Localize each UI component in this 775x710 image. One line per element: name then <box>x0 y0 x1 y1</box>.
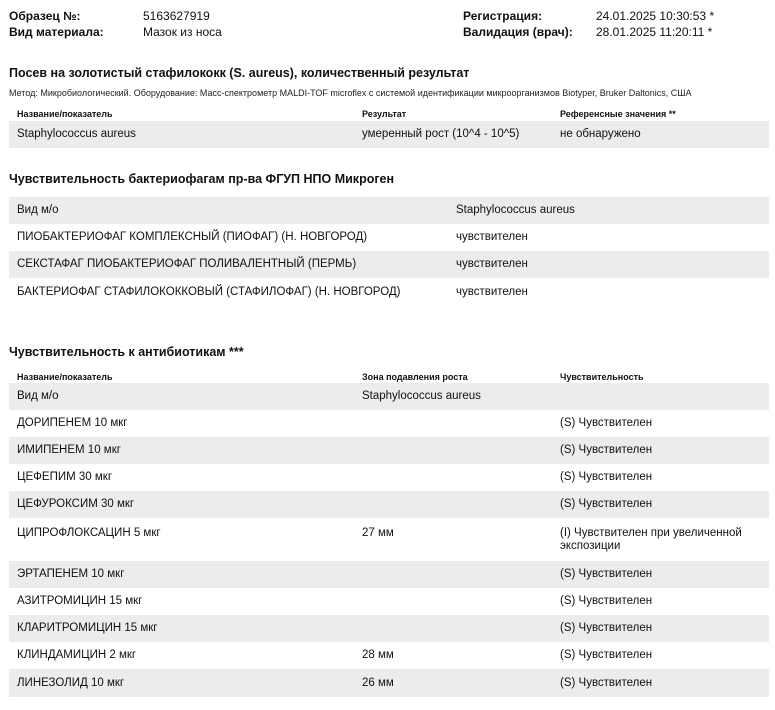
antibiotic-col-name: Название/показатель <box>17 372 113 382</box>
antibiotic-sensitivity: (S) Чувствителен <box>560 622 653 634</box>
culture-col-reference: Референсные значения ** <box>560 109 676 119</box>
phage-name: Вид м/о <box>17 204 59 216</box>
table-row <box>9 383 769 410</box>
phage-name: БАКТЕРИОФАГ СТАФИЛОКОККОВЫЙ (СТАФИЛОФАГ) (Н. НОВГОРОД) <box>17 286 401 298</box>
table-row <box>9 464 769 491</box>
antibiotic-sensitivity: (S) Чувствителен <box>560 471 653 483</box>
validation-label: Валидация (врач): <box>463 25 573 39</box>
antibiotic-name: ЭРТАПЕНЕМ 10 мкг <box>17 568 125 580</box>
antibiotic-name: ЛИНЕЗОЛИД 10 мкг <box>17 677 125 689</box>
culture-result-value: умеренный рост (10^4 - 10^5) <box>362 128 520 140</box>
phage-name: ПИОБАКТЕРИОФАГ КОМПЛЕКСНЫЙ (ПИОФАГ) (Н. НОВГОРОД) <box>17 231 368 243</box>
antibiotic-sensitivity: (S) Чувствителен <box>560 677 653 689</box>
table-row <box>9 588 769 615</box>
table-row <box>9 197 769 224</box>
antibiotic-zone: Staphylococcus aureus <box>362 390 481 402</box>
table-row <box>9 224 769 251</box>
antibiotic-name: ДОРИПЕНЕМ 10 мкг <box>17 417 128 429</box>
culture-col-result: Результат <box>362 109 407 119</box>
antibiotic-name: ЦИПРОФЛОКСАЦИН 5 мкг <box>17 527 161 539</box>
table-row <box>9 279 769 306</box>
antibiotic-name: АЗИТРОМИЦИН 15 мкг <box>17 595 143 607</box>
table-row <box>9 121 769 148</box>
phage-value: чувствителен <box>456 286 528 298</box>
phage-value: чувствителен <box>456 231 528 243</box>
registration-value: 24.01.2025 10:30:53 * <box>596 9 715 23</box>
table-row <box>9 251 769 278</box>
antibiotic-section-title: Чувствительность к антибиотикам *** <box>9 345 244 359</box>
table-row <box>9 491 769 518</box>
table-row <box>9 642 769 669</box>
table-row <box>9 437 769 464</box>
antibiotic-sensitivity: (S) Чувствителен <box>560 444 653 456</box>
phage-value: Staphylococcus aureus <box>456 204 575 216</box>
culture-section-title: Посев на золотистый стафилококк (S. aureus), количественный результат <box>9 66 470 80</box>
phage-value: чувствителен <box>456 258 528 270</box>
table-row <box>9 518 769 560</box>
antibiotic-name: КЛАРИТРОМИЦИН 15 мкг <box>17 622 158 634</box>
culture-reference-value: не обнаружено <box>560 128 641 140</box>
antibiotic-sensitivity-continuation: экспозиции <box>560 540 621 552</box>
phage-name: СЕКСТАФАГ ПИОБАКТЕРИОФАГ ПОЛИВАЛЕНТНЫЙ (ПЕРМЬ) <box>17 258 357 270</box>
table-row <box>9 561 769 588</box>
antibiotic-zone: 28 мм <box>362 649 394 661</box>
culture-method-text: Метод: Микробиологический. Оборудование: Масс-спектрометр MALDI-TOF microflex с системой идентификации микроорганизмов Biotyper, Bruker Daltonics, США <box>9 88 692 98</box>
culture-col-name: Название/показатель <box>17 109 113 119</box>
antibiotic-sensitivity: (S) Чувствителен <box>560 595 653 607</box>
table-row <box>9 410 769 437</box>
antibiotic-col-sensitivity: Чувствительность <box>560 372 644 382</box>
antibiotic-sensitivity: (S) Чувствителен <box>560 649 653 661</box>
antibiotic-sensitivity: (S) Чувствителен <box>560 417 653 429</box>
antibiotic-name: КЛИНДАМИЦИН 2 мкг <box>17 649 137 661</box>
antibiotic-name: ЦЕФУРОКСИМ 30 мкг <box>17 498 135 510</box>
table-row <box>9 615 769 642</box>
table-row <box>9 669 769 697</box>
antibiotic-col-zone: Зона подавления роста <box>362 372 468 382</box>
antibiotic-zone: 27 мм <box>362 527 394 539</box>
sample-number-value: 5163627919 <box>143 9 210 23</box>
antibiotic-name: Вид м/о <box>17 390 59 402</box>
antibiotic-sensitivity: (S) Чувствителен <box>560 498 653 510</box>
antibiotic-sensitivity: (S) Чувствителен <box>560 568 653 580</box>
registration-label: Регистрация: <box>463 9 543 23</box>
material-type-label: Вид материала: <box>9 25 104 39</box>
material-type-value: Мазок из носа <box>143 25 222 39</box>
sample-number-label: Образец №: <box>9 9 81 23</box>
phage-section-title: Чувствительность бактериофагам пр-ва ФГУП НПО Микроген <box>9 172 395 186</box>
culture-organism-name: Staphylococcus aureus <box>17 128 136 140</box>
validation-value: 28.01.2025 11:20:11 * <box>596 25 713 39</box>
antibiotic-sensitivity: (I) Чувствителен при увеличенной <box>560 527 742 539</box>
antibiotic-name: ИМИПЕНЕМ 10 мкг <box>17 444 121 456</box>
antibiotic-name: ЦЕФЕПИМ 30 мкг <box>17 471 113 483</box>
antibiotic-zone: 26 мм <box>362 677 394 689</box>
